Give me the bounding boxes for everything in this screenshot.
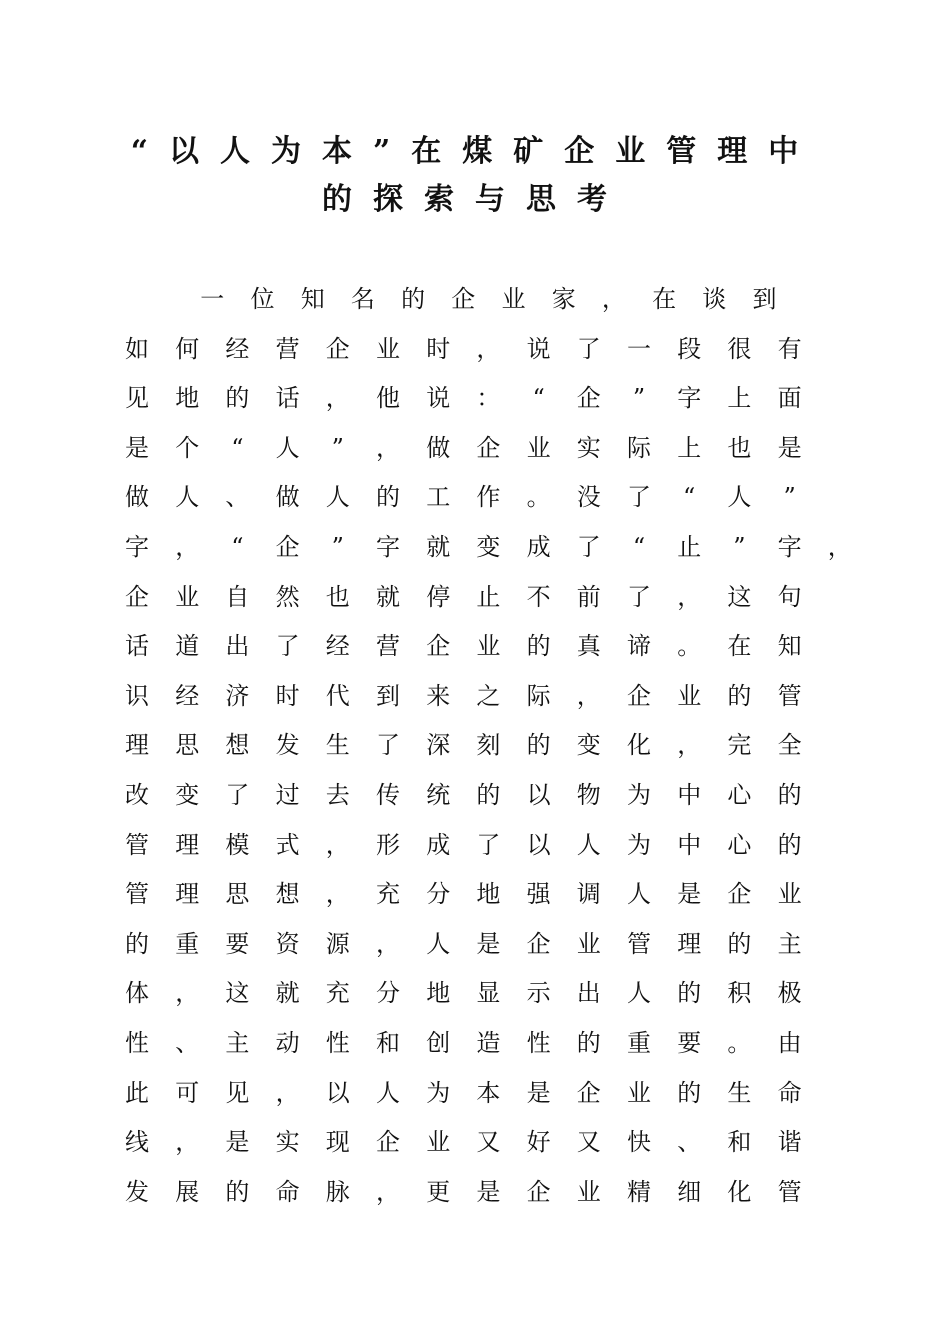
char: ， <box>175 1128 200 1157</box>
char: ， <box>325 830 350 859</box>
char: 这 <box>225 979 250 1008</box>
char: 也 <box>325 582 350 611</box>
char: 现 <box>325 1128 350 1157</box>
char: 地 <box>175 384 200 413</box>
char: 实 <box>576 433 601 462</box>
char: 的 <box>225 384 250 413</box>
char: 人 <box>275 433 300 462</box>
char: 很 <box>727 334 752 363</box>
char: 细 <box>677 1177 702 1206</box>
char: 心 <box>727 780 752 809</box>
char: 面 <box>777 384 802 413</box>
char: 人 <box>175 483 200 512</box>
char: 业 <box>426 1128 451 1157</box>
char: 理 <box>175 830 200 859</box>
char: 来 <box>426 681 451 710</box>
char: 完 <box>727 731 752 760</box>
body-text <box>0 275 950 1217</box>
char: 企 <box>576 1078 601 1107</box>
char: 是 <box>476 929 501 958</box>
char: 以 <box>325 1078 350 1107</box>
char: 的 <box>526 632 551 661</box>
char: 道 <box>175 632 200 661</box>
char: 好 <box>526 1128 551 1157</box>
char: 了 <box>376 731 400 760</box>
char: 的 <box>476 780 501 809</box>
char: 发 <box>125 1177 149 1206</box>
char: 这 <box>727 582 752 611</box>
char: “ <box>231 433 244 462</box>
char: 的 <box>125 929 149 958</box>
char: 真 <box>576 632 601 661</box>
char: 停 <box>426 582 451 611</box>
char: 出 <box>576 979 601 1008</box>
char: 企 <box>376 1128 400 1157</box>
body-line-14 <box>0 920 950 970</box>
char: ： <box>476 384 501 413</box>
char: 线 <box>125 1128 149 1157</box>
char: 了 <box>275 632 300 661</box>
char: ， <box>677 582 702 611</box>
char: 发 <box>275 731 300 760</box>
char: 企 <box>275 532 300 561</box>
char: 物 <box>576 780 601 809</box>
char: 不 <box>526 582 551 611</box>
char: 实 <box>275 1128 300 1157</box>
char: 此 <box>125 1078 149 1107</box>
body-line-10 <box>0 721 950 771</box>
char: 企 <box>526 1177 551 1206</box>
char: 由 <box>777 1028 802 1057</box>
char: 的 <box>727 929 752 958</box>
char: 又 <box>576 1128 601 1157</box>
char: 营 <box>275 334 300 363</box>
char: ， <box>376 929 400 958</box>
char: 句 <box>777 582 802 611</box>
char: 成 <box>426 830 451 859</box>
char: 想 <box>275 880 300 909</box>
char: ， <box>275 1078 300 1107</box>
char: 然 <box>275 582 300 611</box>
char: 以 <box>526 830 551 859</box>
char: 时 <box>426 334 451 363</box>
char: 字 <box>677 384 702 413</box>
char: 出 <box>225 632 250 661</box>
body-line-12 <box>0 821 950 871</box>
body-line-11 <box>0 771 950 821</box>
char: 的 <box>376 483 400 512</box>
title-line-1: “以人为本”在煤矿企业管理中 <box>130 134 820 169</box>
char: 字 <box>125 532 149 561</box>
char: 在 <box>727 632 752 661</box>
char: 生 <box>325 731 350 760</box>
char: 统 <box>426 780 451 809</box>
char: 企 <box>526 929 551 958</box>
body-line-17 <box>0 1069 950 1119</box>
char: 际 <box>627 433 651 462</box>
char: 管 <box>125 830 149 859</box>
char: ” <box>632 384 646 413</box>
char: 经 <box>175 681 200 710</box>
char: 的 <box>677 1078 702 1107</box>
char: 传 <box>376 780 400 809</box>
char: ” <box>331 433 344 462</box>
char: 个 <box>175 433 200 462</box>
char: 在 <box>652 285 677 313</box>
body-line-8 <box>0 622 950 672</box>
char: 名 <box>350 285 375 313</box>
char: ” <box>783 483 796 512</box>
char: 过 <box>275 780 300 809</box>
char: 他 <box>376 384 400 413</box>
char: 的 <box>576 1028 601 1057</box>
char: 强 <box>526 880 551 909</box>
char: ， <box>325 880 350 909</box>
char: 字 <box>376 532 400 561</box>
char: 了 <box>627 582 651 611</box>
char: 业 <box>526 433 551 462</box>
char: 展 <box>175 1177 200 1206</box>
char: 企 <box>426 632 451 661</box>
char: 重 <box>627 1028 651 1057</box>
char: 想 <box>225 731 250 760</box>
char: 做 <box>125 483 149 512</box>
char: 性 <box>325 1028 350 1057</box>
char: 字 <box>777 532 802 561</box>
char: 快 <box>627 1128 651 1157</box>
char: 一 <box>627 334 651 363</box>
char: ” <box>331 532 344 561</box>
char: ， <box>175 979 200 1008</box>
char: 理 <box>125 731 149 760</box>
char: 的 <box>677 979 702 1008</box>
char: 业 <box>376 334 400 363</box>
char: 和 <box>727 1128 752 1157</box>
char: 谛 <box>627 632 651 661</box>
char: 代 <box>325 681 350 710</box>
char: 人 <box>576 830 601 859</box>
char: 人 <box>426 929 451 958</box>
char: 。 <box>526 483 551 512</box>
char: ， <box>325 384 350 413</box>
char: 变 <box>576 731 601 760</box>
char: ， <box>376 1177 400 1206</box>
char: 经 <box>325 632 350 661</box>
char: 了 <box>576 334 601 363</box>
char: 就 <box>426 532 451 561</box>
char: 人 <box>325 483 350 512</box>
char: 和 <box>376 1028 400 1057</box>
char: 谐 <box>777 1128 802 1157</box>
char: 是 <box>677 880 702 909</box>
char: 性 <box>125 1028 149 1057</box>
char: 更 <box>426 1177 451 1206</box>
char: 要 <box>225 929 250 958</box>
body-line-18 <box>0 1118 950 1168</box>
char: 济 <box>225 681 250 710</box>
body-line-15 <box>0 969 950 1019</box>
char: 说 <box>526 334 551 363</box>
char: 创 <box>426 1028 451 1057</box>
char: 企 <box>627 681 651 710</box>
body-line-4 <box>0 424 950 474</box>
char: 为 <box>627 780 651 809</box>
char: 自 <box>225 582 250 611</box>
char: 业 <box>627 1078 651 1107</box>
char: 识 <box>125 681 149 710</box>
char: 企 <box>325 334 350 363</box>
char: 谈 <box>702 285 727 313</box>
char: 企 <box>125 582 149 611</box>
char: 到 <box>376 681 400 710</box>
char: 就 <box>275 979 300 1008</box>
char: 企 <box>451 285 476 313</box>
char: 资 <box>275 929 300 958</box>
body-line-9 <box>0 672 950 722</box>
char: ， <box>376 433 400 462</box>
char: 重 <box>175 929 200 958</box>
body-line-1 <box>0 275 950 325</box>
char: 极 <box>777 979 802 1008</box>
char: 位 <box>250 285 275 313</box>
char: 理 <box>175 880 200 909</box>
char: 业 <box>501 285 526 313</box>
char: 化 <box>727 1177 752 1206</box>
char: 业 <box>576 929 601 958</box>
char: 上 <box>727 384 752 413</box>
char: 中 <box>677 780 702 809</box>
char: 显 <box>476 979 501 1008</box>
body-line-5 <box>0 473 950 523</box>
char: 动 <box>275 1028 300 1057</box>
char: 的 <box>401 285 426 313</box>
char: 分 <box>376 979 400 1008</box>
char: 充 <box>325 979 350 1008</box>
char: 是 <box>125 433 149 462</box>
char: 就 <box>376 582 400 611</box>
title-line-2: 的探索与思考 <box>322 182 628 217</box>
char: 主 <box>225 1028 250 1057</box>
char: 命 <box>275 1177 300 1206</box>
char: 。 <box>727 1028 752 1057</box>
char: 调 <box>576 880 601 909</box>
char: 作 <box>476 483 501 512</box>
char: 是 <box>225 1128 250 1157</box>
char: 思 <box>175 731 200 760</box>
char: 人 <box>627 880 651 909</box>
char: 源 <box>325 929 350 958</box>
char: 生 <box>727 1078 752 1107</box>
char: 人 <box>376 1078 400 1107</box>
body-line-2 <box>0 325 950 375</box>
char: 没 <box>576 483 601 512</box>
char: 去 <box>325 780 350 809</box>
char: 段 <box>677 334 702 363</box>
char: 也 <box>727 433 752 462</box>
char: 话 <box>275 384 300 413</box>
char: 理 <box>677 929 702 958</box>
char: 管 <box>125 880 149 909</box>
char: 命 <box>777 1078 802 1107</box>
char: 改 <box>125 780 149 809</box>
char: ， <box>175 532 200 561</box>
char: 、 <box>225 483 250 512</box>
body-line-6 <box>0 523 950 573</box>
char: 工 <box>426 483 451 512</box>
char: 可 <box>175 1078 200 1107</box>
char: 业 <box>576 1177 601 1206</box>
char: 如 <box>125 334 149 363</box>
char: ” <box>733 532 746 561</box>
char: 、 <box>677 1128 702 1157</box>
char: ， <box>827 532 852 561</box>
char: 是 <box>476 1177 501 1206</box>
char: 止 <box>476 582 501 611</box>
char: 了 <box>576 532 601 561</box>
char: 时 <box>275 681 300 710</box>
char: 做 <box>275 483 300 512</box>
char: 企 <box>476 433 501 462</box>
char: “ <box>632 532 646 561</box>
char: 企 <box>727 880 752 909</box>
char: 积 <box>727 979 752 1008</box>
char: 人 <box>727 483 752 512</box>
char: 为 <box>627 830 651 859</box>
char: “ <box>683 483 696 512</box>
char: 止 <box>677 532 702 561</box>
char: 经 <box>225 334 250 363</box>
char: “ <box>231 532 244 561</box>
char: 见 <box>225 1078 250 1107</box>
char: 之 <box>476 681 501 710</box>
char: 造 <box>476 1028 501 1057</box>
char: 的 <box>526 731 551 760</box>
char: 又 <box>476 1128 501 1157</box>
char: 业 <box>777 880 802 909</box>
char: 企 <box>576 384 601 413</box>
char: 成 <box>526 532 551 561</box>
char: 话 <box>125 632 149 661</box>
char: 了 <box>627 483 651 512</box>
char: 是 <box>526 1078 551 1107</box>
char: 了 <box>476 830 501 859</box>
char: 本 <box>476 1078 501 1107</box>
char: 式 <box>275 830 300 859</box>
char: 模 <box>225 830 250 859</box>
body-line-16 <box>0 1019 950 1069</box>
char: 为 <box>426 1078 451 1107</box>
char: 到 <box>752 285 777 313</box>
document-title <box>125 128 825 224</box>
body-line-13 <box>0 870 950 920</box>
char: 心 <box>727 830 752 859</box>
char: 前 <box>576 582 601 611</box>
char: 管 <box>777 681 802 710</box>
char: 的 <box>777 830 802 859</box>
char: ， <box>601 285 626 313</box>
body-line-7 <box>0 573 950 623</box>
char: 全 <box>777 731 802 760</box>
char: 家 <box>551 285 576 313</box>
char: 刻 <box>476 731 501 760</box>
char: 了 <box>225 780 250 809</box>
char: 的 <box>777 780 802 809</box>
char: 化 <box>627 731 651 760</box>
char: 脉 <box>325 1177 350 1206</box>
char: 形 <box>376 830 400 859</box>
char: 体 <box>125 979 149 1008</box>
char: 地 <box>426 979 451 1008</box>
char: 上 <box>677 433 702 462</box>
char: 变 <box>175 780 200 809</box>
char: 知 <box>300 285 325 313</box>
char: 业 <box>175 582 200 611</box>
char: 以 <box>526 780 551 809</box>
char: ， <box>677 731 702 760</box>
char: 示 <box>526 979 551 1008</box>
char: 主 <box>777 929 802 958</box>
char: 分 <box>426 880 451 909</box>
char: 际 <box>526 681 551 710</box>
char: 人 <box>627 979 651 1008</box>
char: 。 <box>677 632 702 661</box>
char: 地 <box>476 880 501 909</box>
char: 变 <box>476 532 501 561</box>
char: ， <box>576 681 601 710</box>
char: ， <box>476 334 501 363</box>
char: “ <box>532 384 545 413</box>
char: 管 <box>777 1177 802 1206</box>
char: 是 <box>777 433 802 462</box>
body-line-19 <box>0 1168 950 1218</box>
char: 要 <box>677 1028 702 1057</box>
char: 性 <box>526 1028 551 1057</box>
char: 何 <box>175 334 200 363</box>
char: 说 <box>426 384 451 413</box>
body-line-3 <box>0 374 950 424</box>
char: 知 <box>777 632 802 661</box>
char: 深 <box>426 731 451 760</box>
char: 中 <box>677 830 702 859</box>
char: 的 <box>225 1177 250 1206</box>
char: 精 <box>627 1177 651 1206</box>
char: 、 <box>175 1028 200 1057</box>
char: 一 <box>200 285 225 313</box>
char: 见 <box>125 384 149 413</box>
char: 的 <box>727 681 752 710</box>
char: 有 <box>777 334 802 363</box>
char: 做 <box>426 433 451 462</box>
char: 思 <box>225 880 250 909</box>
char: 业 <box>677 681 702 710</box>
char: 营 <box>376 632 400 661</box>
char: 充 <box>376 880 400 909</box>
char: 业 <box>476 632 501 661</box>
char: 管 <box>627 929 651 958</box>
